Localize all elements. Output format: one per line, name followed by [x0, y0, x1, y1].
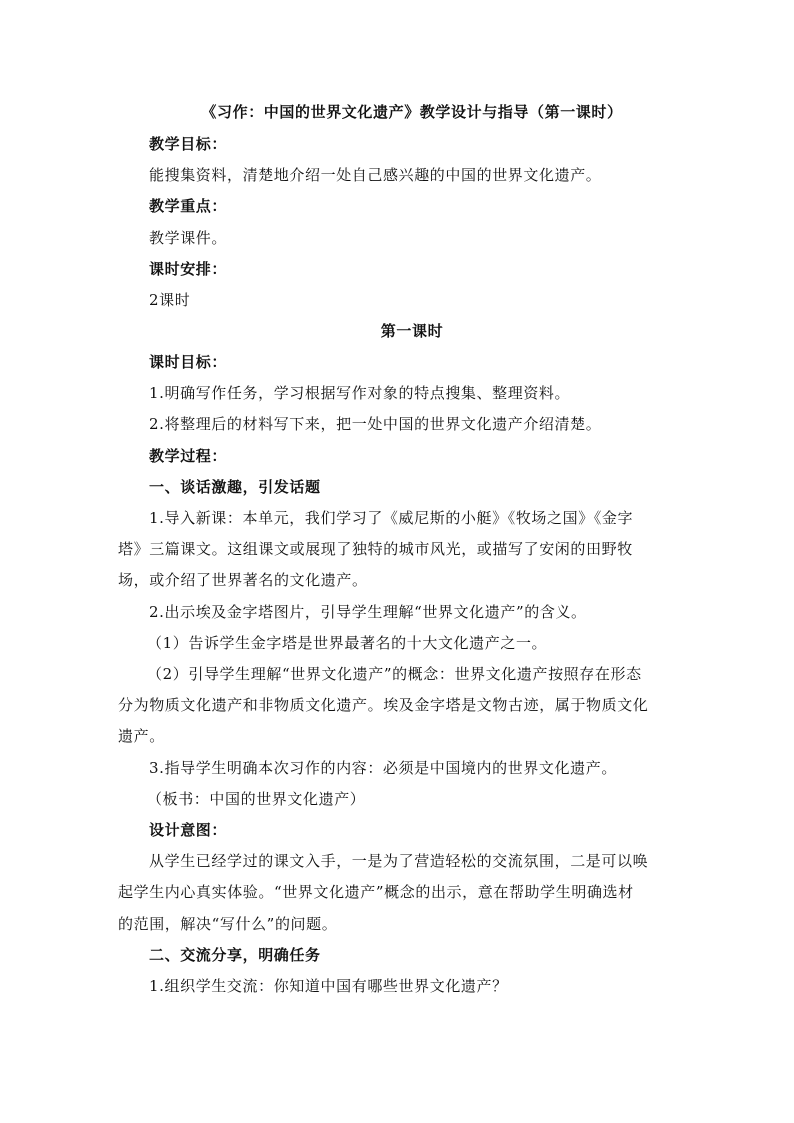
- section2-heading: 二、交流分享，明确任务: [149, 946, 321, 964]
- s1-paragraph1-line1: 1.导入新课：本单元，我们学习了《威尼斯的小艇》《牧场之国》《金字: [149, 509, 634, 527]
- lesson-goal-2: 2.将整理后的材料写下来，把一处中国的世界文化遗产介绍清楚。: [149, 415, 602, 433]
- s1-paragraph2-item1: （1）告诉学生金字塔是世界最著名的十大文化遗产之一。: [147, 634, 548, 652]
- s1-paragraph1-line2: 塔》三篇课文。这组课文或展现了独特的城市风光，或描写了安闲的田野牧: [118, 540, 633, 558]
- design-line1: 从学生已经学过的课文入手，一是为了营造轻松的交流氛围，二是可以唤: [149, 852, 649, 870]
- schedule-heading: 课时安排：: [149, 260, 228, 278]
- design-heading: 设计意图：: [149, 821, 228, 839]
- document-title: 《习作：中国的世界文化遗产》教学设计与指导（第一课时）: [201, 103, 623, 121]
- section1-heading: 一、谈话激趣，引发话题: [149, 478, 321, 496]
- s1-paragraph3: 3.指导学生明确本次习作的内容：必须是中国境内的世界文化遗产。: [149, 759, 617, 777]
- design-line2: 起学生内心真实体验。“世界文化遗产”概念的出示，意在帮助学生明确选材: [118, 883, 634, 901]
- s2-paragraph1: 1.组织学生交流：你知道中国有哪些世界文化遗产？: [149, 977, 508, 995]
- s1-paragraph2-item2-line2: 分为物质文化遗产和非物质文化遗产。埃及金字塔是文物古迹，属于物质文化: [118, 696, 649, 714]
- lesson-goal-heading: 课时目标：: [149, 353, 228, 371]
- goal-text: 能搜集资料，清楚地介绍一处自己感兴趣的中国的世界文化遗产。: [149, 166, 602, 184]
- key-text: 教学课件。: [149, 229, 228, 247]
- design-line3: 的范围，解决“写什么”的问题。: [118, 915, 338, 933]
- lesson-title: 第一课时: [380, 322, 444, 340]
- goal-heading: 教学目标：: [149, 135, 228, 153]
- lesson-goal-1: 1.明确写作任务，学习根据写作对象的特点搜集、整理资料。: [149, 384, 571, 402]
- s1-paragraph2-item2-line1: （2）引导学生理解“世界文化遗产”的概念：世界文化遗产按照存在形态: [147, 665, 642, 683]
- s1-paragraph2: 2.出示埃及金字塔图片，引导学生理解“世界文化遗产”的含义。: [149, 603, 587, 621]
- s1-paragraph2-item2-line3: 遗产。: [118, 727, 165, 745]
- s1-paragraph1-line3: 场，或介绍了世界著名的文化遗产。: [118, 571, 368, 589]
- schedule-text: 2课时: [149, 291, 191, 309]
- s1-board-note: （板书：中国的世界文化遗产）: [147, 790, 366, 808]
- key-heading: 教学重点：: [149, 197, 228, 215]
- process-heading: 教学过程：: [149, 447, 228, 465]
